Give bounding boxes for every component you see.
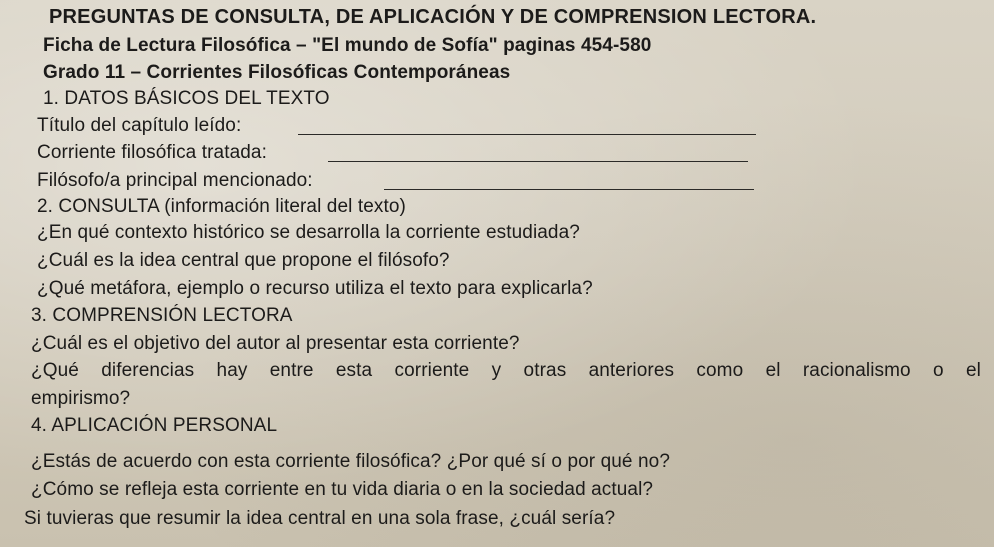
question-daily-life: ¿Cómo se refleja esta corriente en tu vida diaria o en la sociedad actual? xyxy=(31,479,654,500)
section-2-heading: 2. CONSULTA (información literal del texto) xyxy=(37,196,406,217)
worksheet-subtitle: Ficha de Lectura Filosófica – "El mundo de Sofía" paginas 454-580 xyxy=(43,35,652,56)
field-label-chapter-title: Título del capítulo leído: xyxy=(37,115,242,136)
question-historical-context: ¿En qué contexto histórico se desarrolla la corriente estudiada? xyxy=(37,222,580,243)
question-summary-sentence: Si tuvieras que resumir la idea central en una sola frase, ¿cuál sería? xyxy=(24,508,616,529)
question-differences-continued: empirismo? xyxy=(31,388,131,409)
main-philosopher-field[interactable] xyxy=(384,189,754,190)
philosophical-current-field[interactable] xyxy=(328,161,748,162)
section-4-heading: 4. APLICACIÓN PERSONAL xyxy=(31,415,278,436)
field-label-philosophical-current: Corriente filosófica tratada: xyxy=(37,142,267,163)
worksheet-title: PREGUNTAS DE CONSULTA, DE APLICACIÓN Y DE COMPRENSION LECTORA. xyxy=(49,6,817,28)
question-central-idea: ¿Cuál es la idea central que propone el filósofo? xyxy=(37,250,450,271)
question-differences: ¿Qué diferencias hay entre esta corriente y otras anteriores como el racionalismo o el xyxy=(31,360,981,381)
field-label-main-philosopher: Filósofo/a principal mencionado: xyxy=(37,170,313,191)
question-agreement: ¿Estás de acuerdo con esta corriente filosófica? ¿Por qué sí o por qué no? xyxy=(31,451,670,472)
question-metaphor: ¿Qué metáfora, ejemplo o recurso utiliza el texto para explicarla? xyxy=(37,278,593,299)
question-author-objective: ¿Cuál es el objetivo del autor al presentar esta corriente? xyxy=(31,333,520,354)
chapter-title-field[interactable] xyxy=(298,134,756,135)
grade-line: Grado 11 – Corrientes Filosóficas Contemporáneas xyxy=(43,62,511,83)
section-3-heading: 3. COMPRENSIÓN LECTORA xyxy=(31,305,293,326)
section-1-heading: 1. DATOS BÁSICOS DEL TEXTO xyxy=(43,88,330,109)
